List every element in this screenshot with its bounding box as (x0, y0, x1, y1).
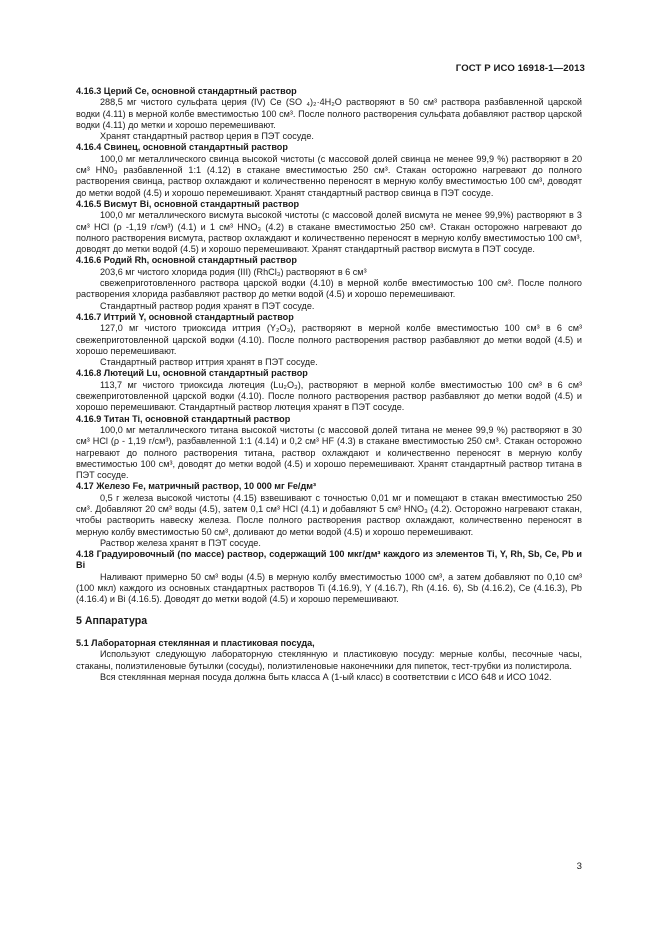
chapter-heading: 5 Аппаратура (76, 614, 148, 627)
section-heading: 4.16.7 Иттрий Y, основной стандартный раствор (76, 311, 294, 322)
section-heading: 4.18 Градуировочный (по массе) раствор, содержащий 100 мкг/дм³ каждого из элементов Ti, Y, Rh, Sb, Ce, Pb и Bi (76, 549, 582, 571)
section-heading: 4.16.6 Родий Rh, основной стандартный раствор (76, 255, 297, 266)
paragraph: 100,0 мг металлического свинца высокой чистоты (с массовой долей свинца не менее 99,9 %) растворяют в 20 см³ HN0₃ разбавленной 1:1 (4.12) в стакане вместимостью 250 см³. Стакан осторожно нагревают до полного растворения свинца, раствор охлаждают и количественно переносят в мерную колбу вместимостью 100 см³, доводят до метки водой (4.5) и хорошо перемешивают. Хранят стандартный раствор свинца в ПЭТ сосуде. (76, 153, 582, 198)
paragraph: 100,0 мг металлического титана высокой чистоты (с массовой долей титана не менее 99,9 %) растворяют в 30 см³ HCl (ρ - 1,19 г/см³), разбавленной 1:1 (4.14) и 0,2 см³ HF (4.3) в стакане вместимостью 250 см³. Стакан осторожно нагревают до полного растворения титана, раствор охлаждают и количественно переносят в мерную колбу вместимостью 100 см³, доводят до метки водой (4.5) и хорошо перемешивают. Хранят стандартный раствор титана в ПЭТ сосуде. (76, 424, 582, 481)
paragraph: 100,0 мг металлического висмута высокой чистоты (с массовой долей висмута не менее 99,9%) растворяют в 3 см³ HCl (ρ -1,19 г/см³) (4.1) и 1 см³ HNO₃ (4.2) в стакане вместимостью 250 см³. Стакан осторожно нагревают до полного растворения висмута, раствор охлаждают и количественно переносят в мерную колбу вместимостью 100 см³, доводят до метки водой (4.5) и хорошо перемешивают. Хранят стандартный раствор висмута в ПЭТ сосуде. (76, 210, 582, 255)
paragraph: Стандартный раствор родия хранят в ПЭТ сосуде. (100, 300, 315, 311)
paragraph: Хранят стандартный раствор церия в ПЭТ сосуде. (100, 131, 314, 142)
document-header: ГОСТ Р ИСО 16918-1—2013 (455, 63, 585, 74)
paragraph: 203,6 мг чистого хлорида родия (III) (RhCl₃) растворяют в 6 см³ (100, 266, 367, 277)
paragraph: свежеприготовленного раствора царской водки (4.10) в мерной колбе вместимостью 100 см³. После полного растворения хлорида разбавляют раствор до метки водой (4.5) и хорошо перемешивают. (76, 278, 582, 300)
section-heading: 4.16.4 Свинец, основной стандартный раствор (76, 142, 288, 153)
paragraph: Вся стеклянная мерная посуда должна быть класса А (1-ый класс) в соответствии с ИСО 648 и ИСО 1042. (100, 671, 552, 682)
paragraph: 127,0 мг чистого триоксида иттрия (Y₂O₃), растворяют в мерной колбе вместимостью 100 см³ в 6 см³ свежеприготовленной царской водки (4.10). После полного растворения раствор разбавляют до метки водой (4.5) и хорошо перемешивают. (76, 323, 582, 356)
section-heading: 4.16.5 Висмут Bi, основной стандартный раствор (76, 198, 300, 209)
paragraph: Наливают примерно 50 см³ воды (4.5) в мерную колбу вместимостью 1000 см³, а затем добавляют по 0,10 см³ (100 мкл) каждого из основных стандартных растворов Ti (4.16.9), Y (4.16.7), Rh (4.16. 6), Sb (4.16.2), Ce (4.16.3), Pb (4.16.4) и Bi (4.16.5). Доводят до метки водой (4.5) и хорошо перемешивают. (76, 571, 582, 605)
document-body (76, 86, 582, 683)
paragraph: Стандартный раствор иттрия хранят в ПЭТ сосуде. (100, 357, 318, 368)
section-heading: 5.1 Лабораторная стеклянная и пластиковая посуда, (76, 637, 315, 648)
section-heading: 4.16.3 Церий Ce, основной стандартный раствор (76, 86, 297, 96)
page-number: 3 (576, 861, 582, 872)
paragraph: Используют следующую лабораторную стеклянную и пластиковую посуду: мерные колбы, песочные часы, стаканы, полиэтиленовые бутылки (сосуды), полиэтиленовые наконечники для пипеток, тест-трубки из полистирола. (76, 649, 582, 671)
paragraph: 288,5 мг чистого сульфата церия (IV) Ce (SO ₄)₂·4H₂O растворяют в 50 см³ раствора разбавленной царской водки (4.11) в мерной колбе вместимостью 100 см³. После полного растворения сульфата добавляют раствор царской водки (4.11) до метки и хорошо перемешивают. (76, 97, 582, 130)
paragraph: Раствор железа хранят в ПЭТ сосуде. (100, 537, 261, 548)
section-heading: 4.17 Железо Fe, матричный раствор, 10 000 мг Fe/дм³ (76, 481, 316, 492)
section-heading: 4.16.8 Лютеций Lu, основной стандартный раствор (76, 368, 308, 379)
paragraph: 113,7 мг чистого триоксида лютеция (Lu₂O₃), растворяют в мерной колбе вместимостью 100 см³ в 6 см³ свежеприготовленной царской водки (4.10). После полного растворения раствор разбавляют до метки водой (4.5) и хорошо перемешивают. Стандартный раствор лютеция хранят в ПЭТ сосуде. (76, 379, 582, 413)
paragraph: 0,5 г железа высокой чистоты (4.15) взвешивают с точностью 0,01 мг и помещают в стакан вместимостью 250 см³. Добавляют 20 см³ воды (4.5), затем 0,1 см³ HCl (4.1) и добавляют 5 см³ HNO₃ (4.2). Осторожно нагревают стакан, чтобы растворить навеску железа. После полного растворения раствор охлаждают, количественно переносят в мерную колбу вместимостью 50 см³, доливают до метки водой (4.5) и хорошо перемешивают. (76, 492, 582, 537)
section-heading: 4.16.9 Титан Ti, основной стандартный раствор (76, 413, 291, 424)
